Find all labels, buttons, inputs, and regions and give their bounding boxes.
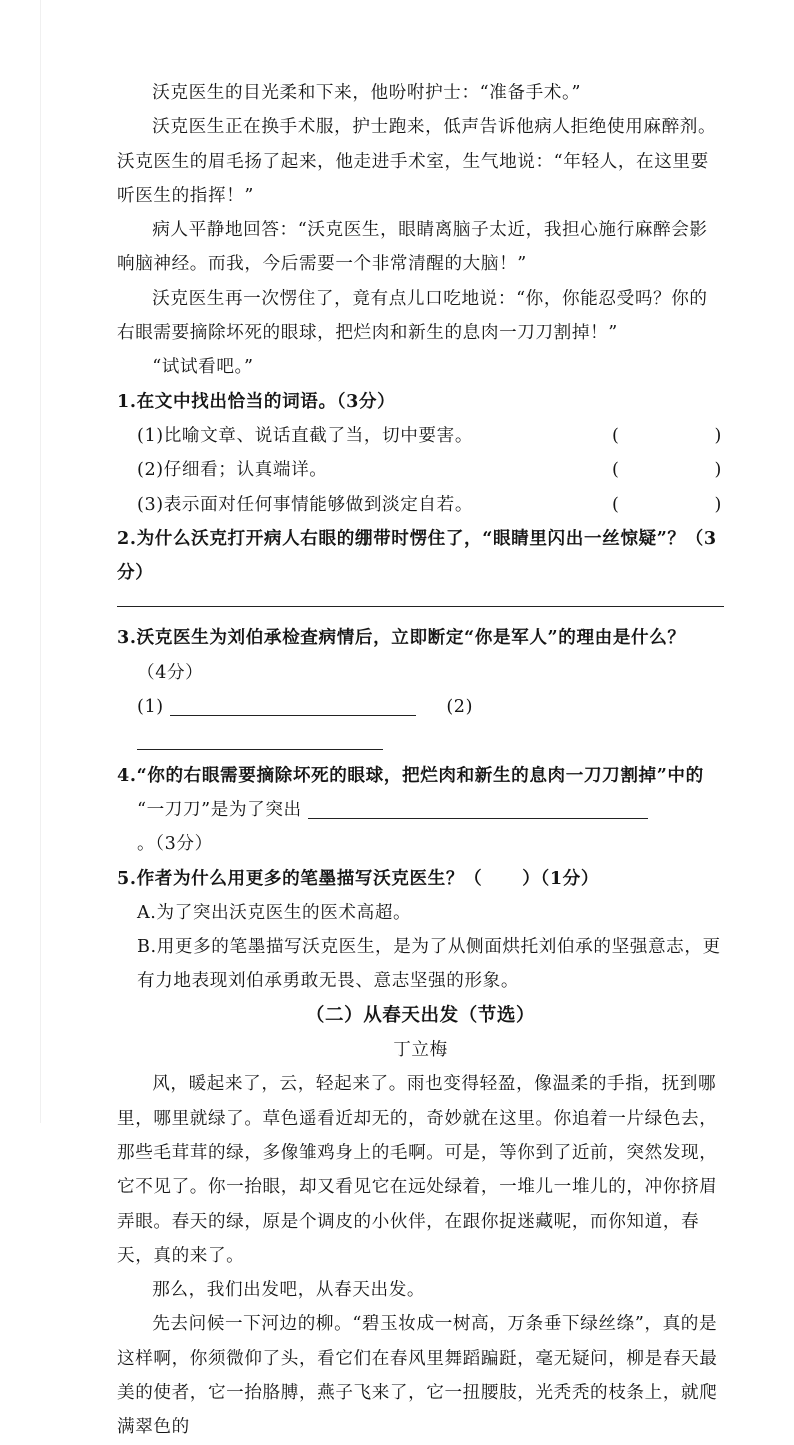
- passage-paragraph: 先去问候一下河边的柳。“碧玉妆成一树高，万条垂下绿丝绦”，真的是这样啊，你须微仰了头，看它们在春风里舞蹈蹁跹，毫无疑问，柳是春天最美的使者，它一抬胳膊，燕子飞来了，它一扭腰肢，光秃秃的枝条上，就爬满翠色的: [117, 1314, 718, 1438]
- answer-paren-blank[interactable]: [612, 488, 722, 522]
- question-2-stem: 2.为什么沃克打开病人右眼的绷带时愣住了，“眼睛里闪出一丝惊疑”？（3分）: [117, 527, 717, 584]
- author: 丁立梅: [393, 1040, 448, 1061]
- paren-open: (: [612, 460, 620, 481]
- question-5-stem: [117, 862, 724, 896]
- passage-paragraph: 那么，我们出发吧，从春天出发。: [152, 1280, 426, 1301]
- paren-close: ): [714, 494, 722, 515]
- paren-open: (: [612, 494, 620, 515]
- paren-close: ): [714, 425, 722, 446]
- answer-blank-1[interactable]: [170, 695, 416, 716]
- question-1-item: [117, 488, 724, 522]
- paren-close: ): [714, 460, 722, 481]
- passage-paragraph: “试试看吧。”: [152, 357, 254, 378]
- question-1-item: [117, 453, 724, 487]
- question-1-item-text: (3)表示面对任何事情能够做到淡定自若。: [137, 494, 474, 515]
- answer-blank-2[interactable]: [137, 729, 383, 750]
- question-4-prefix: “一刀刀”是为了突出: [137, 799, 302, 820]
- passage-paragraph: 病人平静地回答：“沃克医生，眼睛离脑子太近，我担心施行麻醉会影响脑神经。而我，今后需要一个非常清醒的大脑！”: [117, 220, 708, 275]
- question-5-stem-prefix: 5.作者为什么用更多的笔墨描写沃克医生？（: [117, 867, 483, 889]
- question-1-item: [117, 419, 724, 453]
- passage-paragraph: 沃克医生再一次愣住了，竟有点儿口吃地说：“你，你能忍受吗？你的右眼需要摘除坏死的眼球，把烂肉和新生的息肉一刀刀割掉！”: [117, 288, 708, 344]
- answer-label-1: (1): [137, 697, 164, 718]
- question-4-suffix: 。（3分）: [137, 834, 213, 855]
- answer-label-2: (2): [446, 697, 474, 718]
- question-3-score: （4分）: [137, 662, 204, 683]
- question-4-answer-row: [117, 793, 724, 862]
- passage-paragraph: 风，暖起来了，云，轻起来了。雨也变得轻盈，像温柔的手指，抚到哪里，哪里就绿了。草色遥看近却无的，奇妙就在这里。你追着一片绿色去，那些毛茸茸的绿，多像雏鸡身上的毛啊。可是，等你到了近前，突然发现，它不见了。你一抬眼，却又看见它在远处绿着，一堆儿一堆儿的，冲你挤眉弄眼。春天的绿，原是个调皮的小伙伴，在跟你捉迷藏呢，而你知道，春天，真的来了。: [117, 1074, 718, 1266]
- answer-paren-blank[interactable]: [612, 419, 722, 453]
- answer-line[interactable]: [117, 586, 724, 607]
- question-3-stem: 3.沃克医生为刘伯承检查病情后，立即断定“你是军人”的理由是什么？: [117, 627, 686, 649]
- question-3-answer-row: [117, 690, 724, 759]
- question-4-stem: 4.“你的右眼需要摘除坏死的眼球，把烂肉和新生的息肉一刀刀割掉”中的: [117, 764, 704, 786]
- option-b[interactable]: B.用更多的笔墨描写沃克医生，是为了从侧面烘托刘伯承的坚强意志，更有力地表现刘伯承勇敢无畏、意志坚强的形象。: [137, 937, 721, 992]
- question-5-stem-suffix: ）（1分）: [522, 867, 600, 889]
- question-1-item-text: (1)比喻文章、说话直截了当，切中要害。: [137, 425, 474, 446]
- answer-blank[interactable]: [308, 798, 648, 819]
- section-title: （二）从春天出发（节选）: [305, 1004, 536, 1026]
- option-a[interactable]: A.为了突出沃克医生的医术高超。: [137, 902, 412, 923]
- question-1-stem: 1.在文中找出恰当的词语。（3分）: [117, 390, 396, 412]
- passage-paragraph: 沃克医生的目光柔和下来，他吩咐护士：“准备手术。”: [152, 83, 582, 103]
- question-1-item-text: (2)仔细看；认真端详。: [137, 460, 328, 481]
- paren-open: (: [612, 425, 620, 446]
- answer-paren-blank[interactable]: [612, 453, 722, 487]
- passage-paragraph: 沃克医生正在换手术服，护士跑来，低声告诉他病人拒绝使用麻醉剂。沃克医生的眉毛扬了起来，他走进手术室，生气地说：“年轻人，在这里要听医生的指挥！”: [117, 117, 717, 206]
